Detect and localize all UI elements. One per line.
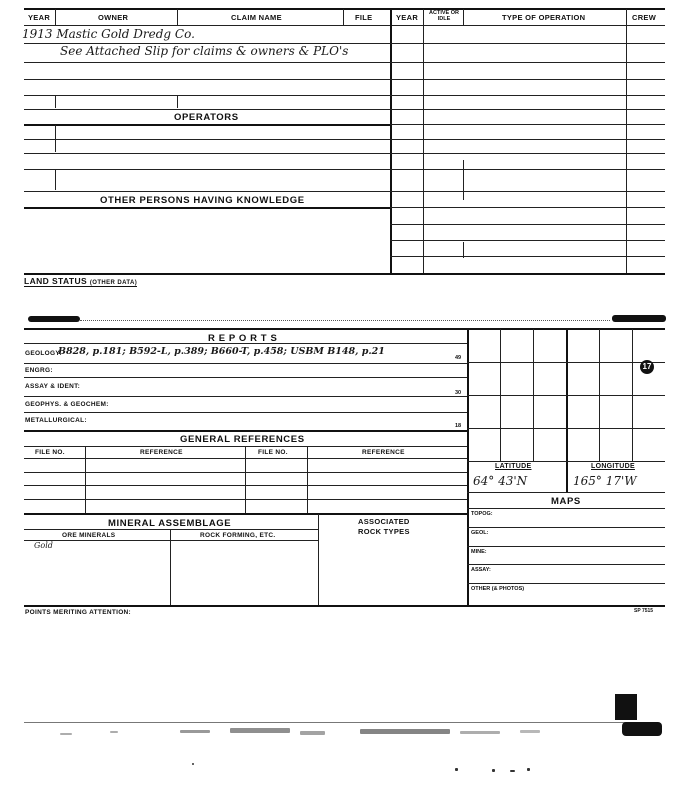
geophys-label: GEOPHYS. & GEOCHEM: bbox=[25, 401, 109, 408]
scan-mark-right bbox=[612, 315, 666, 322]
header-year: YEAR bbox=[28, 13, 51, 22]
header-file: FILE bbox=[355, 13, 373, 22]
longitude-value: 165° 17'W bbox=[573, 474, 637, 488]
longitude-label: LONGITUDE bbox=[591, 463, 635, 470]
maps-mine: MINE: bbox=[471, 549, 487, 555]
assay-label: ASSAY & IDENT: bbox=[25, 383, 81, 390]
ref-col-file-no-2: FILE NO. bbox=[258, 449, 288, 456]
engrg-label: ENGRG: bbox=[25, 367, 53, 374]
mineral-assemblage-title: MINERAL ASSEMBLAGE bbox=[108, 518, 232, 529]
ore-mineral-value: Gold bbox=[34, 541, 53, 550]
ref-col-reference-1: REFERENCE bbox=[140, 449, 183, 456]
rock-forming-label: ROCK FORMING, ETC. bbox=[200, 532, 276, 539]
maps-title: MAPS bbox=[551, 496, 581, 507]
rock-types-label: ROCK TYPES bbox=[358, 527, 410, 536]
operators-label: OPERATORS bbox=[174, 112, 239, 123]
owner-entry: 1913 Mastic Gold Dredg Co. bbox=[22, 27, 195, 41]
maps-geol: GEOL: bbox=[471, 530, 489, 536]
map-marker-icon: 17 bbox=[640, 360, 654, 374]
latitude-value: 64° 43'N bbox=[473, 474, 528, 488]
latitude-label: LATITUDE bbox=[495, 463, 532, 470]
ref-col-file-no-1: FILE NO. bbox=[35, 449, 65, 456]
metallurgical-label: METALLURGICAL: bbox=[25, 417, 87, 424]
maps-assay: ASSAY: bbox=[471, 567, 491, 573]
scan-mark-left bbox=[28, 316, 80, 322]
ref-col-reference-2: REFERENCE bbox=[362, 449, 405, 456]
maps-topog: TOPOG: bbox=[471, 511, 493, 517]
geology-label: GEOLOGY: bbox=[25, 350, 62, 357]
associated-label: ASSOCIATED bbox=[358, 517, 410, 526]
header-year-2: YEAR bbox=[396, 13, 419, 22]
scan-smudge bbox=[622, 722, 662, 736]
land-status-sub: (OTHER DATA) bbox=[89, 280, 138, 286]
ore-minerals-label: ORE MINERALS bbox=[62, 532, 116, 539]
header-active-idle: ACTIVE OR IDLE bbox=[429, 10, 459, 22]
reports-title: R E P O R T S bbox=[208, 333, 278, 344]
scan-block bbox=[615, 694, 637, 720]
page-mark-1: 49 bbox=[455, 355, 462, 361]
form-code: SP 7515 bbox=[634, 608, 654, 614]
header-type-of-operation: TYPE OF OPERATION bbox=[502, 13, 586, 22]
other-persons-label: OTHER PERSONS HAVING KNOWLEDGE bbox=[100, 195, 305, 206]
geology-value: B828, p.181; B592-L, p.389; B660-T, p.458; USBM B148, p.21 bbox=[58, 346, 385, 357]
maps-other: OTHER (& PHOTOS) bbox=[471, 586, 525, 592]
header-owner: OWNER bbox=[98, 13, 129, 22]
general-references-title: GENERAL REFERENCES bbox=[180, 434, 305, 445]
header-claim-name: CLAIM NAME bbox=[231, 13, 282, 22]
header-crew: CREW bbox=[632, 13, 657, 22]
page-mark-2: 30 bbox=[455, 390, 462, 396]
points-meriting-attention-label: POINTS MERITING ATTENTION: bbox=[25, 609, 132, 616]
land-status-label: LAND STATUS bbox=[24, 276, 88, 286]
claims-note: See Attached Slip for claims & owners & PLO's bbox=[60, 44, 349, 58]
page-mark-3: 18 bbox=[455, 423, 462, 429]
